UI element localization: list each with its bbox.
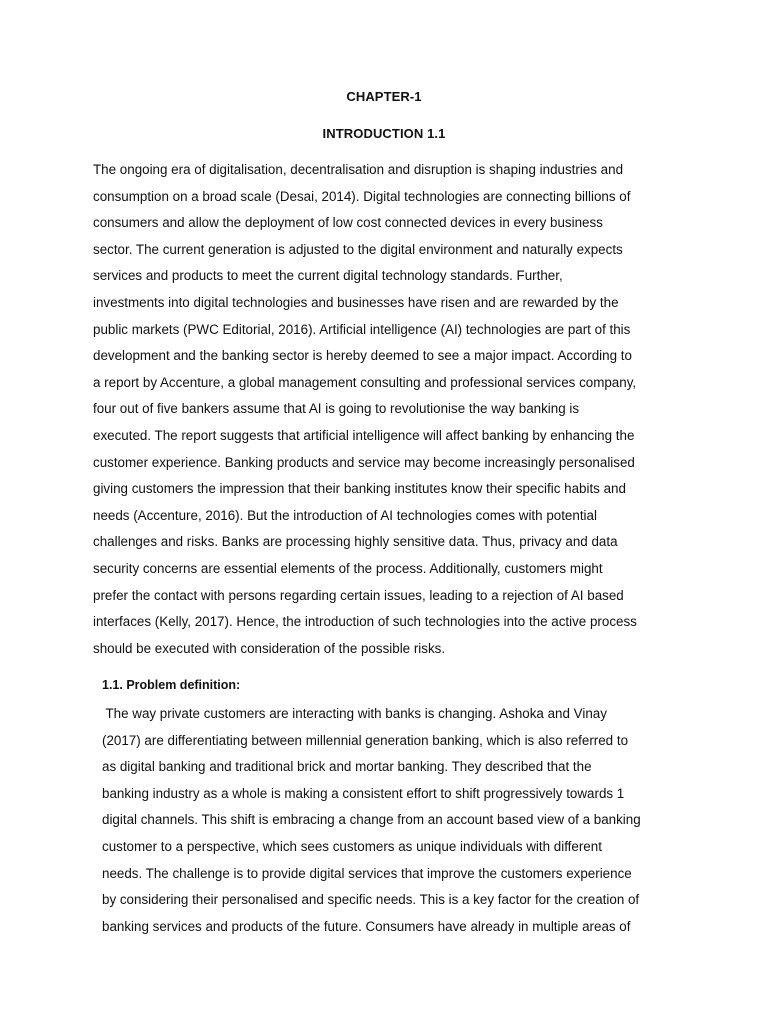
paragraph-line: consumers and allow the deployment of low cost connected devices in every business <box>93 215 603 231</box>
paragraph-line: The way private customers are interacting with banks is changing. Ashoka and Vinay <box>102 706 607 721</box>
paragraph-line: needs. The challenge is to provide digital services that improve the customers experience <box>102 865 632 881</box>
paragraph-line: The ongoing era of digitalisation, decentralisation and disruption is shaping industries and <box>93 162 624 177</box>
paragraph-line: banking services and products of the future. Consumers have already in multiple areas of <box>102 918 631 934</box>
paragraph-line: digital channels. This shift is embracing a change from an account based view of a banking <box>102 812 641 828</box>
section-heading: INTRODUCTION 1.1 <box>322 126 446 141</box>
chapter-heading: CHAPTER-1 <box>346 89 422 104</box>
paragraph-line: services and products to meet the current digital technology standards. Further, <box>93 268 563 284</box>
paragraph-line: (2017) are differentiating between millennial generation banking, which is also referred to <box>102 732 629 748</box>
problem-definition-heading: 1.1. Problem definition: <box>102 678 241 692</box>
paragraph-line: four out of five bankers assume that AI is going to revolutionise the way banking is <box>93 401 580 417</box>
paragraph-line: investments into digital technologies and businesses have risen and are rewarded by the <box>93 294 619 310</box>
paragraph-line: customer experience. Banking products and service may become increasingly personalised <box>93 454 635 470</box>
paragraph-line: customer to a perspective, which sees customers as unique individuals with different <box>102 838 602 854</box>
paragraph-line: executed. The report suggests that artificial intelligence will affect banking by enhancing the <box>93 427 635 443</box>
paragraph-line: as digital banking and traditional brick and mortar banking. They described that the <box>102 759 592 775</box>
problem-paragraph <box>102 701 641 940</box>
paragraph-line: sector. The current generation is adjusted to the digital environment and naturally expects <box>93 241 623 257</box>
paragraph-line: a report by Accenture, a global management consulting and professional services company, <box>93 374 637 390</box>
paragraph-line: prefer the contact with persons regarding certain issues, leading to a rejection of AI based <box>93 587 624 603</box>
paragraph-line: giving customers the impression that their banking institutes know their specific habits and <box>93 481 626 497</box>
paragraph-line: security concerns are essential elements of the process. Additionally, customers might <box>93 560 603 576</box>
paragraph-line: challenges and risks. Banks are processing highly sensitive data. Thus, privacy and data <box>93 534 618 550</box>
paragraph-line: should be executed with consideration of the possible risks. <box>93 640 446 656</box>
intro-paragraph <box>93 157 637 662</box>
paragraph-line: consumption on a broad scale (Desai, 2014). Digital technologies are connecting billions of <box>93 188 631 204</box>
paragraph-line: needs (Accenture, 2016). But the introduction of AI technologies comes with potential <box>93 507 597 523</box>
paragraph-line: banking industry as a whole is making a consistent effort to shift progressively towards 1 <box>102 785 625 801</box>
paragraph-line: public markets (PWC Editorial, 2016). Artificial intelligence (AI) technologies are part of this <box>93 321 631 337</box>
paragraph-line: by considering their personalised and specific needs. This is a key factor for the creation of <box>102 892 640 908</box>
paragraph-line: interfaces (Kelly, 2017). Hence, the introduction of such technologies into the active process <box>93 614 637 630</box>
paragraph-line: development and the banking sector is hereby deemed to see a major impact. According to <box>93 348 632 364</box>
